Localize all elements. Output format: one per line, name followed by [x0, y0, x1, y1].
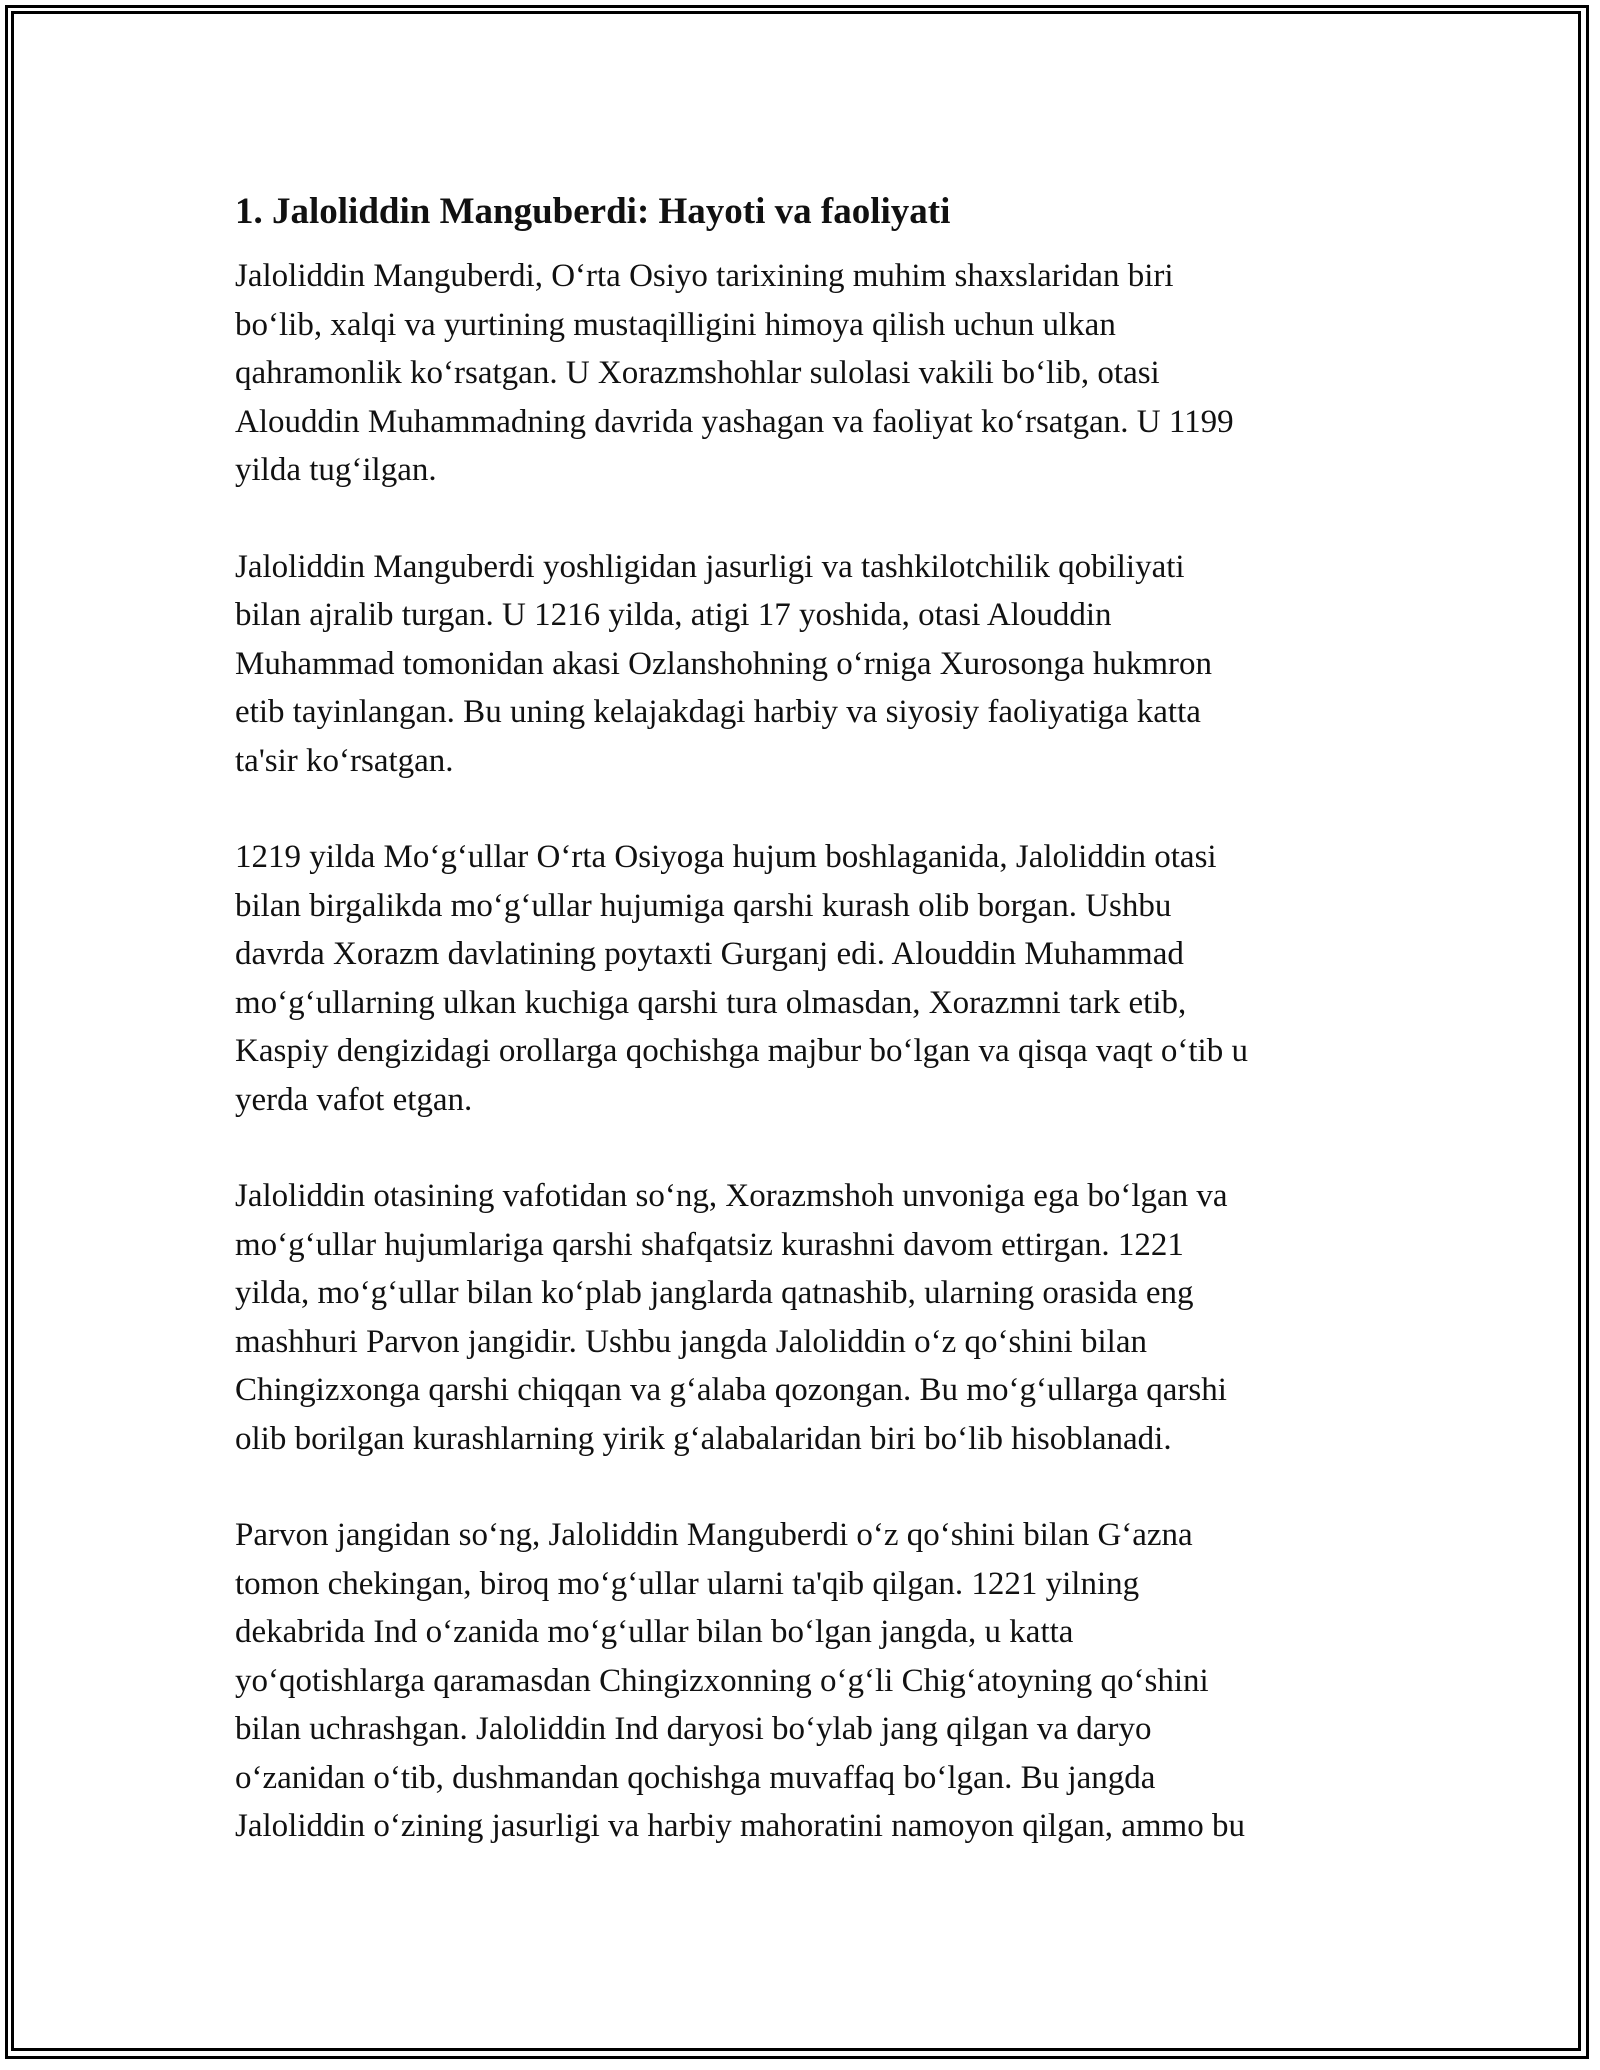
text-line: tomon chekingan, biroq mo‘g‘ullar ularni ta'qib qilgan. 1221 yilning: [235, 1565, 1140, 1602]
text-line: bo‘lib, xalqi va yurtining mustaqilligini himoya qilish uchun ulkan: [235, 306, 1116, 343]
text-line: davrda Xorazm davlatining poytaxti Gurganj edi. Alouddin Muhammad: [235, 936, 1184, 972]
text-line: yilda, mo‘g‘ullar bilan ko‘plab janglarda qatnashib, ularning orasida eng: [235, 1275, 1194, 1311]
section-heading: 1. Jaloliddin Manguberdi: Hayoti va faoliyati: [235, 191, 951, 232]
text-line: Jaloliddin otasining vafotidan so‘ng, Xorazmshoh unvoniga ega bo‘lgan va: [235, 1178, 1228, 1214]
paragraph: [235, 543, 1370, 786]
text-line: yilda tug‘ilgan.: [235, 452, 437, 488]
text-line: 1219 yilda Mo‘g‘ullar O‘rta Osiyoga hujum boshlaganida, Jaloliddin otasi: [235, 839, 1217, 875]
text-line: bilan uchrashgan. Jaloliddin Ind daryosi bo‘ylab jang qilgan va daryo: [235, 1711, 1152, 1747]
document-body: [235, 186, 1370, 1899]
text-line: bilan birgalikda mo‘g‘ullar hujumiga qarshi kurash olib borgan. Ushbu: [235, 887, 1172, 924]
text-line: olib borilgan kurashlarning yirik g‘alabalaridan biri bo‘lib hisoblanadi.: [235, 1420, 1172, 1457]
text-line: dekabrida Ind o‘zanida mo‘g‘ullar bilan bo‘lgan jangda, u katta: [235, 1614, 1074, 1650]
text-line: Kaspiy dengizidagi orollarga qochishga majbur bo‘lgan va qisqa vaqt o‘tib u: [235, 1033, 1248, 1069]
text-line: mo‘g‘ullarning ulkan kuchiga qarshi tura olmasdan, Xorazmni tark etib,: [235, 984, 1187, 1021]
text-line: Chingizxonga qarshi chiqqan va g‘alaba qozongan. Bu mo‘g‘ullarga qarshi: [235, 1372, 1227, 1408]
text-line: qahramonlik ko‘rsatgan. U Xorazmshohlar sulolasi vakili bo‘lib, otasi: [235, 355, 1160, 391]
text-line: yerda vafot etgan.: [235, 1081, 473, 1118]
text-line: o‘zanidan o‘tib, dushmandan qochishga muvaffaq bo‘lgan. Bu jangda: [235, 1759, 1156, 1796]
text-line: mo‘g‘ullar hujumlariga qarshi shafqatsiz kurashni davom ettirgan. 1221: [235, 1226, 1184, 1263]
text-line: mashhuri Parvon jangidir. Ushbu jangda Jaloliddin o‘z qo‘shini bilan: [235, 1323, 1147, 1360]
text-line: bilan ajralib turgan. U 1216 yilda, atigi 17 yoshida, otasi Alouddin: [235, 597, 1112, 633]
paragraph: [235, 252, 1370, 495]
text-line: Jaloliddin Manguberdi yoshligidan jasurligi va tashkilotchilik qobiliyati: [235, 548, 1185, 585]
paragraph: [235, 1511, 1370, 1851]
text-line: yo‘qotishlarga qaramasdan Chingizxonning o‘g‘li Chig‘atoyning qo‘shini: [235, 1662, 1209, 1699]
paragraphs-container: [235, 252, 1370, 1851]
text-line: Jaloliddin Manguberdi, O‘rta Osiyo tarixining muhim shaxslaridan biri: [235, 258, 1174, 294]
text-line: etib tayinlangan. Bu uning kelajakdagi harbiy va siyosiy faoliyatiga katta: [235, 694, 1201, 730]
text-line: Muhammad tomonidan akasi Ozlanshohning o‘rniga Xurosonga hukmron: [235, 645, 1212, 682]
paragraph: [235, 1172, 1370, 1463]
text-line: Jaloliddin o‘zining jasurligi va harbiy mahoratini namoyon qilgan, ammo bu: [235, 1808, 1245, 1844]
paragraph: [235, 833, 1370, 1124]
text-line: Alouddin Muhammadning davrida yashagan va faoliyat ko‘rsatgan. U 1199: [235, 403, 1234, 440]
text-line: ta'sir ko‘rsatgan.: [235, 742, 454, 779]
text-line: Parvon jangidan so‘ng, Jaloliddin Manguberdi o‘z qo‘shini bilan G‘azna: [235, 1517, 1193, 1553]
